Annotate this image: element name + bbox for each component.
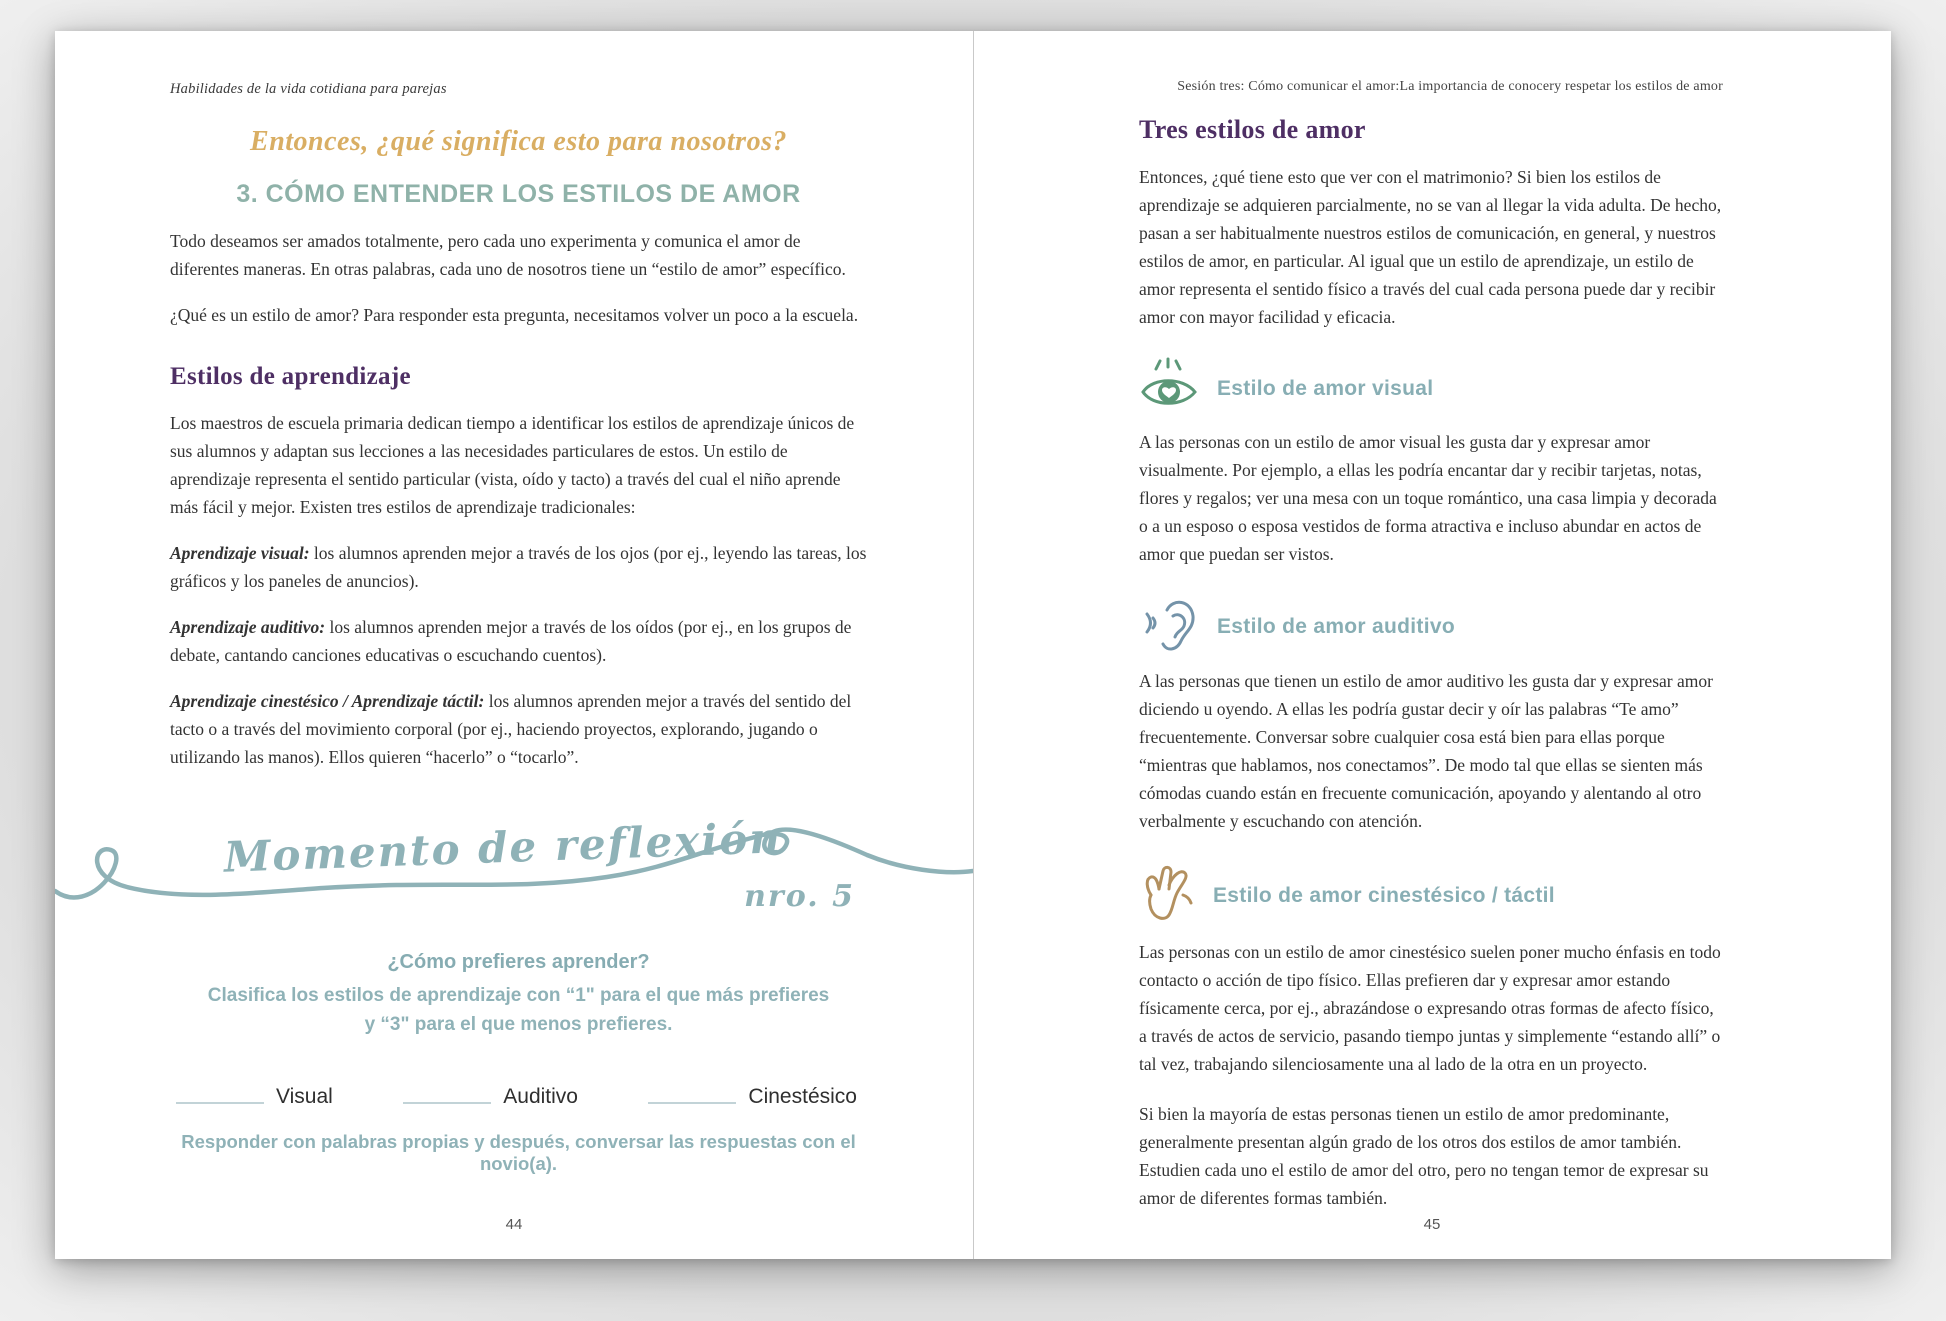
love-style-visual-header (1139, 357, 1723, 420)
learning-style-text: los alumnos aprenden mejor a través de los ojos (por ej., leyendo las tareas, los gráficos y los paneles de anuncios). (170, 543, 867, 591)
answer-blank-line[interactable] (403, 1102, 491, 1104)
book-spread (55, 31, 1891, 1259)
instructions-line-2: y “3" para el que menos prefieres. (364, 1013, 673, 1035)
love-style-visual-text: A las personas con un estilo de amor visual les gusta dar y expresar amor visualmente. Por ejemplo, a ellas les podría encantar dar y recibir tarjetas, notas, flores y regalos; ver una mesa con un toque romántico, una casa limpia y decorada o a un esposo o esposa vestidos de forma atractiva e incluso abundar en actos de amor que puedan ser vistos. (1139, 432, 1717, 564)
instructions-line-1: Clasifica los estilos de aprendizaje con “1" para el que más prefieres (207, 985, 830, 1006)
reflection-question: ¿Cómo prefieres aprender? (387, 951, 650, 973)
ear-icon (1139, 594, 1201, 659)
page-number-right: 45 (1423, 1216, 1441, 1233)
blank-item-visual (176, 1085, 333, 1109)
learning-style-lead: Aprendizaje visual: (170, 543, 310, 563)
left-page (55, 31, 973, 1259)
learning-style-cinestesico (170, 687, 867, 771)
love-style-title: Estilo de amor visual (1217, 376, 1434, 400)
learning-style-auditivo (170, 613, 867, 669)
heading-tres-estilos: Tres estilos de amor (1139, 115, 1366, 144)
paragraph: ¿Qué es un estilo de amor? Para responder esta pregunta, necesitamos volver un poco a la escuela. (170, 305, 859, 325)
love-style-title: Estilo de amor cinestésico / táctil (1213, 883, 1555, 907)
learning-style-visual (170, 539, 867, 595)
intro-paragraph: Entonces, ¿qué tiene esto que ver con el matrimonio? Si bien los estilos de aprendizaje se adquieren parcialmente, no se van al llegar la vida adulta. De hecho, pasan a ser habitualmente nuestros estilos de comunicación, en general, y nuestros estilos de amor, en particular. Al igual que un estilo de aprendizaje, un estilo de amor representa el sentido físico a través del cual cada persona puede dar y recibir amor con mayor facilidad y eficacia. (1139, 167, 1722, 327)
blank-label: Cinestésico (748, 1085, 857, 1108)
right-page (973, 31, 1891, 1259)
reflection-number: nro. 5 (744, 879, 855, 914)
learning-style-text: los alumnos aprenden mejor a través de los oídos (por ej., en los grupos de debate, cantando canciones educativas o escuchando cuentos). (170, 617, 852, 665)
running-header-left: Habilidades de la vida cotidiana para parejas (170, 81, 447, 97)
gold-title: Entonces, ¿qué significa esto para nosotros? (250, 126, 787, 157)
learning-style-lead: Aprendizaje auditivo: (170, 617, 326, 637)
reflection-script-title: Momento de reflexión (223, 813, 783, 882)
love-style-auditivo-header (1139, 594, 1723, 659)
closing-paragraph: Si bien la mayoría de estas personas tienen un estilo de amor predominante, generalmente presentan algún grado de los otros dos estilos de amor también. Estudien cada uno el estilo de amor del otro, pero no tengan temor de expresar su amor de diferentes formas también. (1139, 1104, 1709, 1208)
reflection-section (170, 813, 867, 1175)
love-style-cinestesico-text: Las personas con un estilo de amor cinestésico suelen poner mucho énfasis en todo contacto o acción de tipo físico. Ellas prefieren dar y expresar amor estando físicamente cerca, por ej., abrazándose o expresando otras formas de afecto físico, a través de actos de servicio, pasando tiempo juntas y simplemente “estando allí” o tal vez, trabajando silenciosamente una al lado de la otra en un proyecto. (1139, 942, 1721, 1074)
blank-item-cinestesico (648, 1085, 857, 1109)
blank-item-auditivo (403, 1085, 578, 1109)
swirl-decoration (55, 813, 973, 945)
learning-style-text: los alumnos aprenden mejor a través del sentido del tacto o a través del movimiento corporal (por ej., haciendo proyectos, explorando, jugando o utilizando las manos). Ellos quieren “hacerlo” o “tocarlo”. (170, 691, 852, 767)
paragraph: Todo deseamos ser amados totalmente, pero cada uno experimenta y comunica el amor de diferentes maneras. En otras palabras, cada uno de nosotros tiene un “estilo de amor” específico. (170, 231, 846, 279)
paragraph: Los maestros de escuela primaria dedican tiempo a identificar los estilos de aprendizaje únicos de sus alumnos y adaptan sus lecciones a las necesidades particulares de estos. Un estilo de aprendizaje representa el sentido particular (vista, oído y tacto) a través del cual el niño aprende más fácil y mejor. Existen tres estilos de aprendizaje tradicionales: (170, 413, 855, 517)
answer-blank-line[interactable] (176, 1102, 264, 1104)
blank-label: Visual (276, 1085, 333, 1108)
ranking-blanks (176, 1085, 857, 1109)
love-style-cinestesico-header (1139, 861, 1723, 930)
love-style-title: Estilo de amor auditivo (1217, 614, 1455, 638)
sub-heading-learning-styles: Estilos de aprendizaje (170, 363, 411, 390)
running-header-right: Sesión tres: Cómo comunicar el amor:La importancia de conocery respetar los estilos de amor (1177, 79, 1723, 94)
answer-blank-line[interactable] (648, 1102, 736, 1104)
learning-style-lead: Aprendizaje cinestésico / Aprendizaje táctil: (170, 691, 485, 711)
reflection-footer-note: Responder con palabras propias y después, conversar las respuestas con el novio(a). (181, 1131, 856, 1174)
touch-icon (1139, 861, 1197, 930)
love-style-auditivo-text: A las personas que tienen un estilo de amor auditivo les gusta dar y expresar amor diciendo u oyendo. A ellas les podría gustar decir y oír las palabras “Te amo” frecuentemente. Conversar sobre cualquier cosa está bien para ellas porque “mientras que hablamos, nos conectamos”. De modo tal que ellas se sienten más cómodas cuando están en frecuente comunicación, apoyando y alentando al otro verbalmente y escuchando con atención. (1139, 671, 1713, 831)
eye-icon (1139, 357, 1201, 420)
reflection-instructions (170, 982, 867, 1039)
blank-label: Auditivo (503, 1085, 578, 1108)
page-number-left: 44 (505, 1216, 523, 1233)
section-heading: 3. CÓMO ENTENDER LOS ESTILOS DE AMOR (236, 180, 801, 208)
